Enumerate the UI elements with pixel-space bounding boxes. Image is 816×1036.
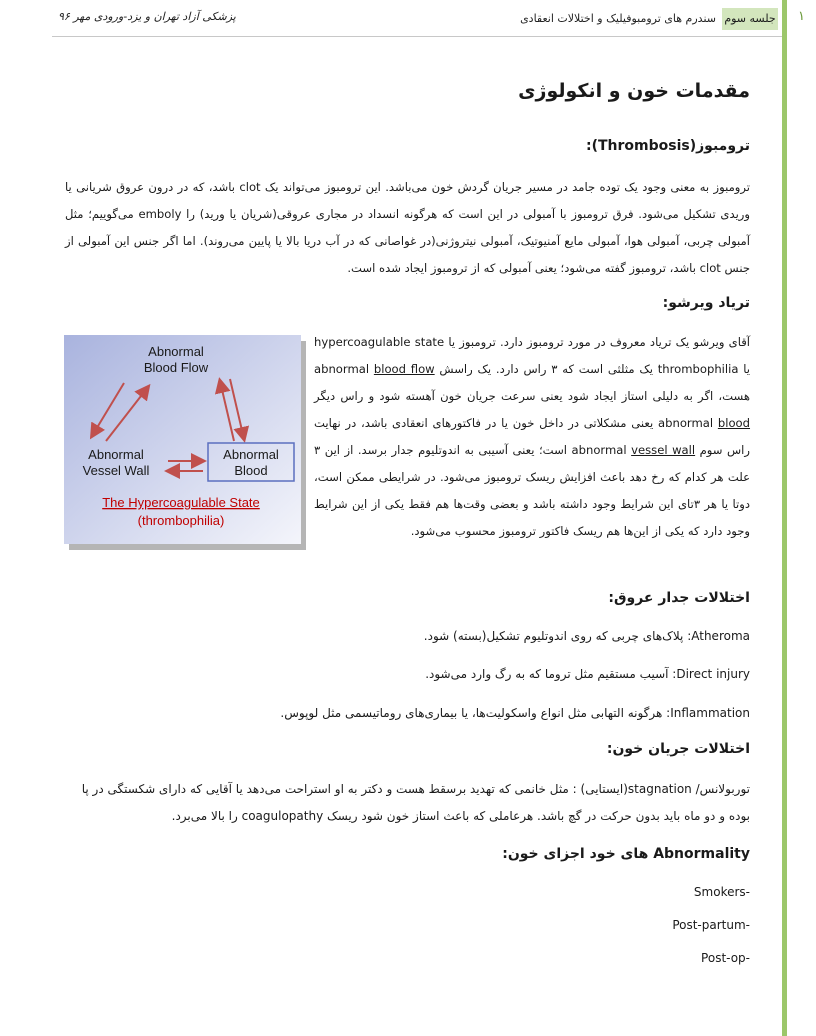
blood-abnormality-heading (502, 846, 750, 862)
virchow-text-3: یعنی مشکلاتی در داخل خون یا در فاکتورهای انعقادی باشد، در نهایت راس سوم abnormal (314, 416, 750, 457)
heading-colon: : (662, 295, 669, 311)
blood-term: blood (717, 416, 751, 430)
triad-diagram (64, 335, 301, 544)
thrombosis-heading-en: (Thrombosis) (591, 138, 697, 154)
top-label-2: Blood Flow (143, 360, 209, 375)
header-divider (52, 36, 782, 37)
margin-green-bar (782, 0, 787, 1036)
chapter-title: سندرم های ترومبوفیلیک و اختلالات انعقادی (520, 12, 716, 25)
virchow-heading (663, 295, 750, 311)
heading-colon: : (608, 590, 614, 606)
blood-abnormality-heading-fa: های خود اجزای خون (507, 846, 649, 862)
virchow-triad-figure (64, 335, 301, 544)
thrombosis-heading (586, 138, 750, 154)
caption-line-2: (thrombophilia) (137, 513, 225, 528)
flow-paragraph-line-2: بوده و دو ماه باید بدون حرکت در گچ باشد. هرعاملی که باعث استاز خون شود ریسک coagulopathy را بالا می‌برد. (171, 809, 750, 823)
vessel-item-atheroma (424, 626, 750, 646)
heading-colon: : (585, 138, 592, 154)
virchow-text-1: آقای ویرشو یک تریاد معروف در مورد ترومبوز دارد. ترومبوز یا hypercoagulable state یا thrombophilia یک مثلثی است که ۳ راس دارد. یک راسش abnormal (314, 335, 750, 376)
vessel-item-inflammation (280, 703, 750, 723)
virchow-text-4: است؛ یعنی آسیبی به اندوتلیوم جدار برسد. از این ۳ علت هر کدام که رخ دهد باعث افزایش ریسک ترومبوز می‌شود. در شرایطی ممکن است، دوتا یا هر ۳تای این شرایط وجود داشته باشد و بعضی وقت‌ها هم فقط یکی از این شرایط وجود دارد که یکی از این‌ها هم ریسک فاکتور ترومبوز محسوب می‌شود. (314, 443, 750, 538)
vessel-disorders-heading-text: اختلالات جدار عروق (613, 590, 750, 606)
flow-paragraph-line-1: توربولانس/ stagnation(ایستایی) : مثل خانمی که تهدید برسقط هست و دکتر به او استراحت می‌دهد یا آقایی که دارای شکستگی در پا (81, 782, 750, 796)
left-label-1: Abnormal (88, 447, 144, 462)
list-item-post-partum: Post-partum- (672, 918, 750, 932)
item-term: Atheroma (691, 629, 750, 643)
vessel-wall-term: vessel wall (631, 443, 696, 457)
right-label-2: Blood (234, 463, 268, 478)
top-label-1: Abnormal (148, 344, 204, 359)
virchow-heading-text: تریاد ویرشو (668, 295, 750, 311)
page-title: مقدمات خون و انکولوژی (518, 80, 750, 102)
page-number: ۱ (798, 9, 805, 24)
heading-colon: : (606, 741, 613, 757)
session-label: جلسه سوم (722, 8, 778, 30)
item-text: : آسیب مستقیم مثل تروما که به رگ وارد می‌شود. (425, 667, 677, 681)
heading-colon: : (502, 846, 508, 862)
blood-flow-term: blood flow (373, 362, 435, 376)
flow-disorders-heading-text: اختلالات جریان خون (612, 741, 750, 757)
vessel-item-direct-injury (425, 664, 750, 684)
vessel-disorders-heading (608, 590, 750, 606)
caption-line-1: The Hypercoagulable State (102, 495, 260, 510)
flow-disorders-heading (607, 741, 750, 757)
list-item-post-op: Post-op- (701, 951, 750, 965)
right-label-1: Abnormal (223, 447, 279, 462)
thrombosis-paragraph: ترومبوز به معنی وجود یک توده جامد در مسیر جریان گردش خون می‌باشد. این ترومبوز می‌تواند یک clot باشد، که در درون عروق شریانی یا وریدی تشکیل می‌شود. فرق ترومبوز با آمبولی در این است که هرگونه انسداد در مجاری عروقی(شریان یا ورید) را emboly می‌گوییم؛ مثل آمبولی چربی، آمبولی هوا، آمبولی مایع آمنیوتیک، آمبولی نیتروژنی(در غواصانی که در آب دریا بالا یا پایین می‌روند). اما اگر جنس این آمبولی از جنس clot باشد، ترومبوز گفته می‌شود؛ یعنی آمبولی که از ترومبوز ایجاد شده است. (65, 180, 750, 275)
virchow-text-2: هست، اگر به دلیلی استاز ایجاد شود یعنی سرعت جریان خون آهسته شود و راس دیگر abnormal (314, 389, 750, 430)
item-term: Direct injury (676, 667, 750, 681)
item-term: Inflammation (670, 706, 750, 720)
left-label-2: Vessel Wall (82, 463, 150, 478)
virchow-paragraph (314, 329, 750, 545)
list-item-smokers: Smokers- (693, 885, 750, 899)
blood-abnormality-heading-en: Abnormality (653, 846, 750, 862)
course-info: پزشکی آزاد تهران و یزد-ورودی مهر ۹۶ (58, 10, 236, 23)
thrombosis-heading-fa: ترومبوز (696, 138, 750, 154)
item-text: : پلاک‌های چربی که روی اندوتلیوم تشکیل(بسته) شود. (423, 629, 692, 643)
item-text: : هرگونه التهابی مثل انواع واسکولیت‌ها، یا بیماری‌های روماتیسمی مثل لوپوس. (280, 706, 671, 720)
